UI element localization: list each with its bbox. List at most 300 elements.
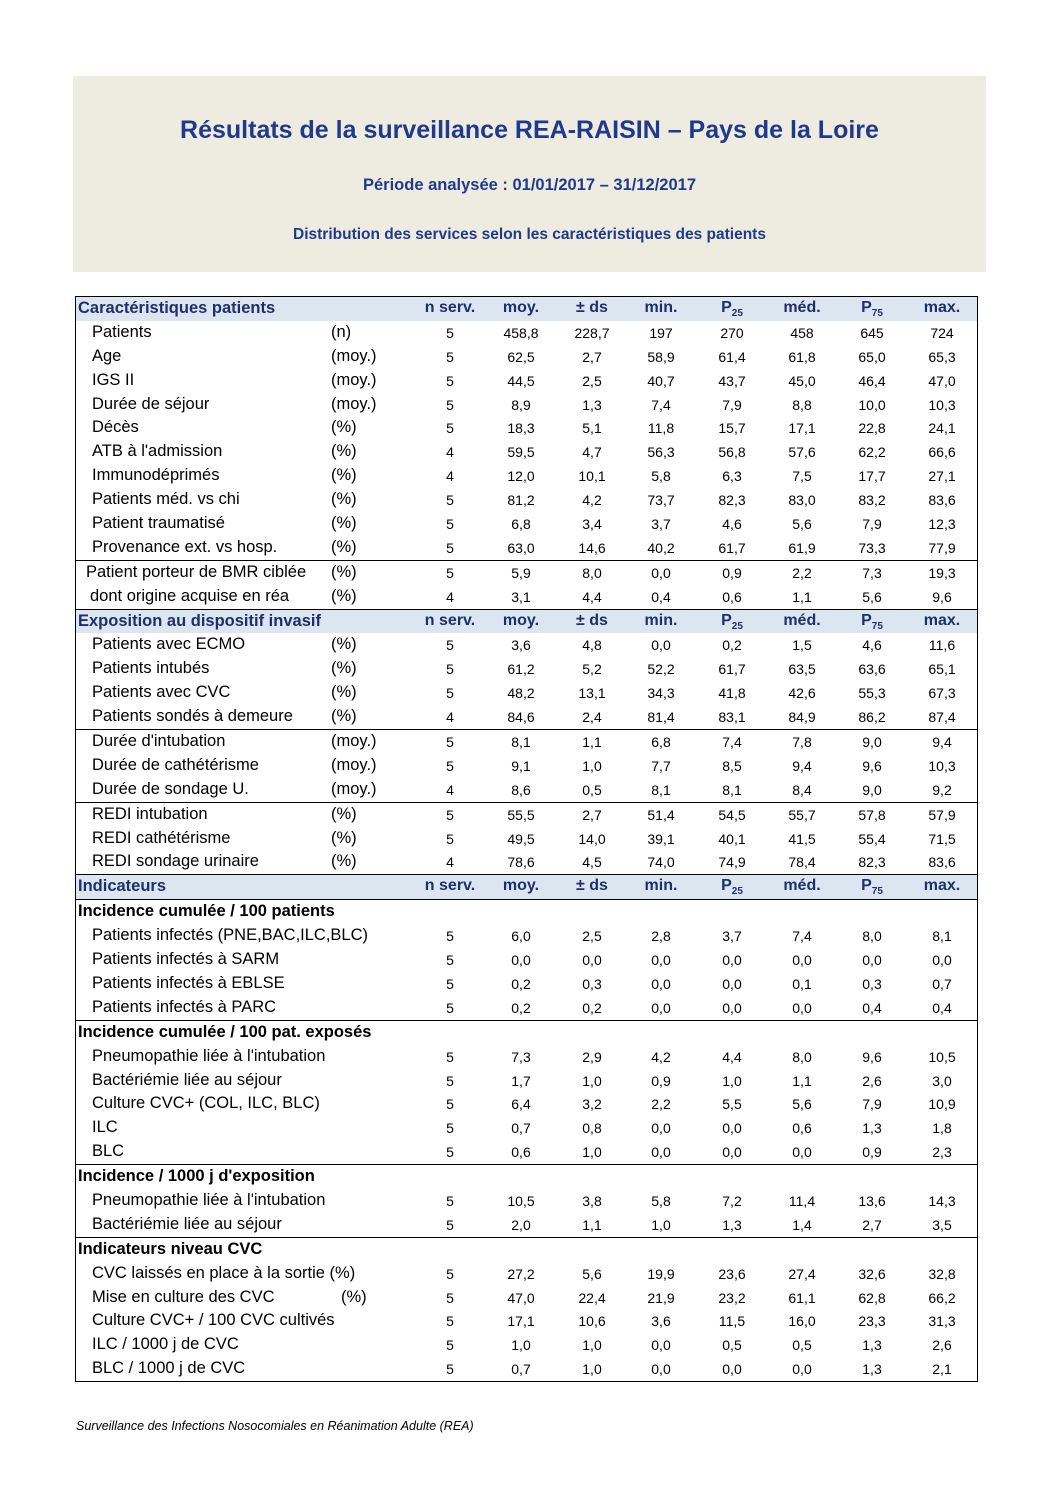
table-cell: 77,9 bbox=[928, 539, 956, 556]
table-cell: 49,5 bbox=[507, 830, 535, 847]
table-cell: 24,1 bbox=[928, 420, 956, 437]
column-header: $P_{75}$ bbox=[861, 611, 883, 632]
table-row bbox=[76, 1262, 977, 1286]
table-cell: 1,0 bbox=[511, 1337, 531, 1354]
table-cell: 8,1 bbox=[932, 928, 952, 945]
table-cell: 2,7 bbox=[862, 1216, 882, 1233]
table-cell: 7,3 bbox=[511, 1048, 531, 1065]
table-cell: 9,0 bbox=[862, 734, 882, 751]
table-cell: 6,8 bbox=[511, 516, 531, 533]
table-cell: 8,1 bbox=[722, 781, 742, 798]
table-cell: 5,5 bbox=[722, 1096, 742, 1113]
table-cell: 8,0 bbox=[862, 928, 882, 945]
table-cell: 4,7 bbox=[582, 444, 602, 461]
table-row bbox=[76, 585, 977, 609]
row-unit: (moy.) bbox=[331, 732, 377, 751]
table-cell: 11,6 bbox=[928, 637, 956, 654]
row-label: ILC bbox=[92, 1118, 118, 1137]
table-row bbox=[76, 827, 977, 851]
table-cell: 65,0 bbox=[858, 348, 886, 365]
table-cell: 14,3 bbox=[928, 1192, 956, 1209]
table-cell: 0,0 bbox=[792, 1144, 812, 1161]
column-header: méd. bbox=[783, 611, 821, 629]
table-cell: 57,6 bbox=[788, 444, 816, 461]
table-cell: 47,0 bbox=[507, 1289, 535, 1306]
table-cell: 228,7 bbox=[574, 324, 610, 341]
row-label: Décès bbox=[92, 418, 139, 437]
table-cell: 7,9 bbox=[862, 516, 882, 533]
row-label: Durée de sondage U. bbox=[92, 779, 249, 798]
table-cell: 40,2 bbox=[647, 539, 675, 556]
row-unit: (%) bbox=[331, 562, 357, 581]
table-cell: 61,4 bbox=[718, 348, 746, 365]
table-cell: 44,5 bbox=[507, 372, 535, 389]
row-label: ATB à l'admission bbox=[92, 442, 223, 461]
table-cell: 5,8 bbox=[651, 1192, 671, 1209]
table-cell: 17,7 bbox=[858, 468, 886, 485]
table-cell: 14,6 bbox=[578, 539, 606, 556]
table-cell: 5 bbox=[446, 661, 454, 678]
table-cell: 0,0 bbox=[722, 999, 742, 1016]
row-unit: (moy.) bbox=[331, 755, 377, 774]
table-cell: 5 bbox=[446, 1216, 454, 1233]
table-cell: 7,9 bbox=[862, 1096, 882, 1113]
table-cell: 74,0 bbox=[647, 854, 675, 871]
table-cell: 0,7 bbox=[511, 1361, 531, 1378]
table-cell: 14,0 bbox=[578, 830, 606, 847]
row-label: Exposition au dispositif invasif bbox=[78, 611, 321, 630]
column-header: ± ds bbox=[576, 611, 608, 629]
table-cell: 23,3 bbox=[858, 1313, 886, 1330]
table-cell: 1,0 bbox=[651, 1216, 671, 1233]
table-cell: 27,4 bbox=[788, 1265, 816, 1282]
table-cell: 0,2 bbox=[722, 637, 742, 654]
table-cell: 1,0 bbox=[722, 1072, 742, 1089]
row-unit: (%) bbox=[331, 537, 357, 556]
table-row bbox=[76, 464, 977, 488]
column-header: min. bbox=[644, 611, 678, 629]
table-cell: 0,5 bbox=[792, 1337, 812, 1354]
table-cell: 0,0 bbox=[651, 952, 671, 969]
table-cell: 11,8 bbox=[647, 420, 675, 437]
table-cell: 4,4 bbox=[582, 588, 602, 605]
row-unit: (%) bbox=[331, 514, 357, 533]
table-cell: 13,6 bbox=[858, 1192, 886, 1209]
table-cell: 10,0 bbox=[858, 396, 886, 413]
footer-note: Surveillance des Infections Nosocomiales en Réanimation Adulte (REA) bbox=[76, 1419, 474, 1433]
row-label: Patients infectés à SARM bbox=[92, 950, 280, 969]
table-cell: 81,4 bbox=[647, 709, 675, 726]
row-label: Patients infectés à EBLSE bbox=[92, 973, 285, 992]
row-unit: (n) bbox=[331, 322, 352, 341]
table-cell: 47,0 bbox=[928, 372, 956, 389]
table-cell: 7,5 bbox=[792, 468, 812, 485]
table-cell: 2,4 bbox=[582, 709, 602, 726]
table-cell: 1,0 bbox=[582, 757, 602, 774]
table-cell: 5 bbox=[446, 1144, 454, 1161]
column-header: $P_{75}$ bbox=[861, 877, 883, 898]
table-cell: 63,0 bbox=[507, 539, 535, 556]
table-cell: 4,4 bbox=[722, 1048, 742, 1065]
table-cell: 7,7 bbox=[651, 757, 671, 774]
table-cell: 11,5 bbox=[718, 1313, 746, 1330]
table-cell: 55,3 bbox=[858, 685, 886, 702]
table-cell: 9,2 bbox=[932, 781, 952, 798]
row-unit: (%) bbox=[331, 586, 357, 605]
table-cell: 2,3 bbox=[932, 1144, 952, 1161]
table-cell: 0,0 bbox=[862, 952, 882, 969]
table-cell: 9,6 bbox=[862, 757, 882, 774]
table-cell: 17,1 bbox=[507, 1313, 535, 1330]
row-label: Age bbox=[92, 346, 122, 365]
table-cell: 0,9 bbox=[722, 564, 742, 581]
row-label: Patients avec CVC bbox=[92, 683, 231, 702]
row-unit: (moy.) bbox=[331, 346, 377, 365]
table-cell: 23,2 bbox=[718, 1289, 746, 1306]
table-cell: 5 bbox=[446, 1337, 454, 1354]
table-cell: 458 bbox=[790, 324, 814, 341]
table-cell: 59,5 bbox=[507, 444, 535, 461]
table-cell: 0,5 bbox=[582, 781, 602, 798]
table-cell: 7,2 bbox=[722, 1192, 742, 1209]
table-cell: 10,9 bbox=[928, 1096, 956, 1113]
row-unit: (%) bbox=[331, 804, 357, 823]
table-cell: 8,1 bbox=[651, 781, 671, 798]
table-cell: 8,9 bbox=[511, 396, 531, 413]
table-cell: 4 bbox=[446, 468, 454, 485]
table-cell: 5,6 bbox=[792, 516, 812, 533]
subsection-header-row bbox=[76, 1237, 977, 1262]
table-cell: 5 bbox=[446, 999, 454, 1016]
table-cell: 5 bbox=[446, 734, 454, 751]
table-cell: 22,4 bbox=[578, 1289, 606, 1306]
table-cell: 5 bbox=[446, 348, 454, 365]
table-row bbox=[76, 754, 977, 778]
table-cell: 5,1 bbox=[582, 420, 602, 437]
table-cell: 6,0 bbox=[511, 928, 531, 945]
table-cell: 5 bbox=[446, 685, 454, 702]
table-cell: 10,5 bbox=[507, 1192, 535, 1209]
table-cell: 5 bbox=[446, 1361, 454, 1378]
table-cell: 9,6 bbox=[862, 1048, 882, 1065]
table-cell: 9,1 bbox=[511, 757, 531, 774]
table-cell: 73,7 bbox=[647, 492, 675, 509]
table-cell: 8,6 bbox=[511, 781, 531, 798]
table-row bbox=[76, 778, 977, 802]
table-row bbox=[76, 1140, 977, 1164]
row-label: REDI sondage urinaire bbox=[92, 852, 259, 871]
table-cell: 6,4 bbox=[511, 1096, 531, 1113]
row-label: Indicateurs bbox=[78, 877, 167, 896]
table-cell: 0,3 bbox=[862, 975, 882, 992]
table-cell: 19,9 bbox=[647, 1265, 675, 1282]
table-cell: 81,2 bbox=[507, 492, 535, 509]
table-cell: 17,1 bbox=[788, 420, 816, 437]
table-cell: 10,3 bbox=[928, 757, 956, 774]
table-row bbox=[76, 1092, 977, 1116]
table-cell: 5,6 bbox=[792, 1096, 812, 1113]
table-cell: 4,8 bbox=[582, 637, 602, 654]
table-cell: 4,2 bbox=[582, 492, 602, 509]
row-label: Patients méd. vs chi bbox=[92, 490, 240, 509]
table-cell: 32,8 bbox=[928, 1265, 956, 1282]
table-cell: 8,1 bbox=[511, 734, 531, 751]
table-cell: 1,0 bbox=[582, 1072, 602, 1089]
table-row bbox=[76, 948, 977, 972]
table-cell: 4,5 bbox=[582, 854, 602, 871]
table-cell: 4 bbox=[446, 444, 454, 461]
table-cell: 45,0 bbox=[788, 372, 816, 389]
row-label: Pneumopathie liée à l'intubation bbox=[92, 1190, 326, 1209]
table-cell: 4 bbox=[446, 709, 454, 726]
table-row bbox=[76, 1045, 977, 1069]
column-header: $P_{25}$ bbox=[721, 611, 743, 632]
table-cell: 61,1 bbox=[788, 1289, 816, 1306]
table-cell: 1,0 bbox=[582, 1361, 602, 1378]
table-cell: 9,4 bbox=[792, 757, 812, 774]
table-cell: 197 bbox=[649, 324, 673, 341]
row-label: Incidence cumulée / 100 patients bbox=[78, 902, 335, 921]
row-unit: (%) bbox=[331, 635, 357, 654]
table-cell: 4 bbox=[446, 781, 454, 798]
table-cell: 65,1 bbox=[928, 661, 956, 678]
table-cell: 4,6 bbox=[862, 637, 882, 654]
table-cell: 5 bbox=[446, 975, 454, 992]
table-cell: 1,1 bbox=[792, 588, 812, 605]
table-row bbox=[76, 440, 977, 464]
table-cell: 2,7 bbox=[582, 806, 602, 823]
row-label: BLC bbox=[92, 1142, 125, 1161]
table-cell: 9,0 bbox=[862, 781, 882, 798]
table-cell: 15,7 bbox=[718, 420, 746, 437]
table-row bbox=[76, 1333, 977, 1357]
table-cell: 2,6 bbox=[932, 1337, 952, 1354]
table-row bbox=[76, 560, 977, 585]
table-cell: 0,0 bbox=[651, 975, 671, 992]
column-header: min. bbox=[644, 299, 678, 316]
table-cell: 4,6 bbox=[722, 516, 742, 533]
table-cell: 3,7 bbox=[651, 516, 671, 533]
table-cell: 84,9 bbox=[788, 709, 816, 726]
table-cell: 0,0 bbox=[651, 564, 671, 581]
row-unit: (%) bbox=[331, 659, 357, 678]
table-cell: 1,3 bbox=[722, 1216, 742, 1233]
row-label: Mise en culture des CVC bbox=[92, 1287, 275, 1306]
column-header: min. bbox=[644, 877, 678, 895]
row-label: dont origine acquise en réa bbox=[90, 586, 290, 605]
table-row bbox=[76, 1357, 977, 1381]
table-cell: 5,6 bbox=[582, 1265, 602, 1282]
table-row bbox=[76, 1213, 977, 1237]
table-cell: 3,7 bbox=[722, 928, 742, 945]
table-cell: 0,0 bbox=[651, 999, 671, 1016]
table-cell: 55,5 bbox=[507, 806, 535, 823]
table-cell: 40,1 bbox=[718, 830, 746, 847]
table-cell: 5 bbox=[446, 492, 454, 509]
table-cell: 73,3 bbox=[858, 539, 886, 556]
table-cell: 5 bbox=[446, 637, 454, 654]
table-cell: 58,9 bbox=[647, 348, 675, 365]
column-header: moy. bbox=[502, 877, 540, 895]
table-cell: 57,9 bbox=[928, 806, 956, 823]
table-cell: 1,4 bbox=[792, 1216, 812, 1233]
table-cell: 61,7 bbox=[718, 661, 746, 678]
statistics-table bbox=[75, 296, 978, 1382]
table-cell: 5 bbox=[446, 420, 454, 437]
table-cell: 10,5 bbox=[928, 1048, 956, 1065]
row-label: Culture CVC+ / 100 CVC cultivés bbox=[92, 1311, 335, 1330]
table-cell: 3,6 bbox=[511, 637, 531, 654]
table-cell: 0,0 bbox=[582, 952, 602, 969]
table-cell: 3,0 bbox=[932, 1072, 952, 1089]
table-cell: 2,6 bbox=[862, 1072, 882, 1089]
table-cell: 40,7 bbox=[647, 372, 675, 389]
table-cell: 0,0 bbox=[722, 952, 742, 969]
column-header: max. bbox=[923, 877, 961, 895]
table-cell: 5 bbox=[446, 539, 454, 556]
table-cell: 2,9 bbox=[582, 1048, 602, 1065]
table-cell: 5 bbox=[446, 396, 454, 413]
table-cell: 62,2 bbox=[858, 444, 886, 461]
table-cell: 1,8 bbox=[932, 1120, 952, 1137]
row-label: ILC / 1000 j de CVC bbox=[92, 1335, 239, 1354]
row-label: Patient traumatisé bbox=[92, 514, 225, 533]
column-header: n serv. bbox=[424, 877, 476, 895]
table-row bbox=[76, 633, 977, 657]
table-cell: 54,5 bbox=[718, 806, 746, 823]
row-label: CVC laissés en place à la sortie (%) bbox=[92, 1263, 356, 1282]
table-row bbox=[76, 850, 977, 874]
column-header: $P_{75}$ bbox=[861, 299, 883, 320]
table-cell: 0,4 bbox=[651, 588, 671, 605]
table-cell: 63,5 bbox=[788, 661, 816, 678]
row-unit: (moy.) bbox=[331, 394, 377, 413]
row-label: Patients intubés bbox=[92, 659, 210, 678]
table-cell: 61,8 bbox=[788, 348, 816, 365]
table-cell: 13,1 bbox=[578, 685, 606, 702]
table-row bbox=[76, 681, 977, 705]
table-row bbox=[76, 1189, 977, 1213]
table-cell: 34,3 bbox=[647, 685, 675, 702]
row-label: Patients avec ECMO bbox=[92, 635, 246, 654]
row-label: Incidence cumulée / 100 pat. exposés bbox=[78, 1022, 372, 1041]
table-row bbox=[76, 972, 977, 996]
row-label: Patients infectés à PARC bbox=[92, 997, 277, 1016]
table-cell: 1,3 bbox=[862, 1337, 882, 1354]
table-cell: 19,3 bbox=[928, 564, 956, 581]
table-row bbox=[76, 369, 977, 393]
table-cell: 12,0 bbox=[507, 468, 535, 485]
table-cell: 0,0 bbox=[722, 1144, 742, 1161]
table-cell: 0,6 bbox=[511, 1144, 531, 1161]
table-cell: 0,0 bbox=[722, 1120, 742, 1137]
table-cell: 1,1 bbox=[792, 1072, 812, 1089]
table-cell: 2,2 bbox=[792, 564, 812, 581]
subsection-header-row bbox=[76, 1164, 977, 1189]
row-label: Patients sondés à demeure bbox=[92, 707, 293, 726]
page-title: Résultats de la surveillance REA-RAISIN – Pays de la Loire bbox=[180, 116, 879, 144]
table-cell: 5 bbox=[446, 1096, 454, 1113]
table-cell: 7,8 bbox=[792, 734, 812, 751]
table-cell: 9,6 bbox=[932, 588, 952, 605]
table-cell: 5 bbox=[446, 830, 454, 847]
table-cell: 0,9 bbox=[862, 1144, 882, 1161]
row-label: Culture CVC+ (COL, ILC, BLC) bbox=[92, 1094, 320, 1113]
column-header: n serv. bbox=[424, 299, 476, 316]
table-cell: 7,4 bbox=[792, 928, 812, 945]
table-cell: 27,1 bbox=[928, 468, 956, 485]
table-cell: 66,2 bbox=[928, 1289, 956, 1306]
row-unit: (moy.) bbox=[331, 779, 377, 798]
table-cell: 5 bbox=[446, 1313, 454, 1330]
table-cell: 27,2 bbox=[507, 1265, 535, 1282]
row-label: Indicateurs niveau CVC bbox=[78, 1239, 263, 1258]
table-cell: 71,5 bbox=[928, 830, 956, 847]
table-row bbox=[76, 1309, 977, 1333]
table-row bbox=[76, 1286, 977, 1310]
row-unit: (%) bbox=[331, 442, 357, 461]
table-cell: 7,4 bbox=[651, 396, 671, 413]
table-cell: 8,4 bbox=[792, 781, 812, 798]
table-cell: 4 bbox=[446, 854, 454, 871]
table-cell: 21,9 bbox=[647, 1289, 675, 1306]
table-cell: 0,1 bbox=[792, 975, 812, 992]
column-header: méd. bbox=[783, 299, 821, 316]
table-cell: 83,6 bbox=[928, 492, 956, 509]
table-cell: 0,4 bbox=[932, 999, 952, 1016]
table-cell: 82,3 bbox=[858, 854, 886, 871]
table-cell: 4,2 bbox=[651, 1048, 671, 1065]
row-label: Patients infectés (PNE,BAC,ILC,BLC) bbox=[92, 926, 369, 945]
table-cell: 8,8 bbox=[792, 396, 812, 413]
row-unit: (%) bbox=[331, 707, 357, 726]
table-cell: 1,1 bbox=[582, 734, 602, 751]
table-cell: 0,2 bbox=[582, 999, 602, 1016]
table-cell: 83,0 bbox=[788, 492, 816, 509]
row-label: Provenance ext. vs hosp. bbox=[92, 537, 278, 556]
table-cell: 55,7 bbox=[788, 806, 816, 823]
table-cell: 2,2 bbox=[651, 1096, 671, 1113]
table-cell: 3,5 bbox=[932, 1216, 952, 1233]
table-cell: 62,5 bbox=[507, 348, 535, 365]
table-cell: 458,8 bbox=[503, 324, 539, 341]
table-cell: 5,2 bbox=[582, 661, 602, 678]
column-header: max. bbox=[923, 299, 961, 316]
table-row bbox=[76, 802, 977, 827]
table-cell: 52,2 bbox=[647, 661, 675, 678]
table-cell: 83,1 bbox=[718, 709, 746, 726]
section-header-row bbox=[76, 297, 977, 321]
row-unit: (%) bbox=[341, 1287, 367, 1306]
row-label: IGS II bbox=[92, 370, 135, 389]
row-label: Caractéristiques patients bbox=[78, 299, 276, 317]
row-label: Patient porteur de BMR ciblée bbox=[86, 562, 307, 581]
table-cell: 5 bbox=[446, 928, 454, 945]
row-label: REDI cathétérisme bbox=[92, 828, 231, 847]
table-cell: 41,5 bbox=[788, 830, 816, 847]
table-cell: 83,6 bbox=[928, 854, 956, 871]
table-row bbox=[76, 488, 977, 512]
table-cell: 0,0 bbox=[511, 952, 531, 969]
table-cell: 5 bbox=[446, 1192, 454, 1209]
table-cell: 0,0 bbox=[792, 952, 812, 969]
table-row bbox=[76, 345, 977, 369]
table-cell: 83,2 bbox=[858, 492, 886, 509]
table-cell: 1,0 bbox=[582, 1144, 602, 1161]
table-cell: 0,0 bbox=[651, 1361, 671, 1378]
column-header: ± ds bbox=[576, 877, 608, 895]
table-cell: 0,7 bbox=[511, 1120, 531, 1137]
